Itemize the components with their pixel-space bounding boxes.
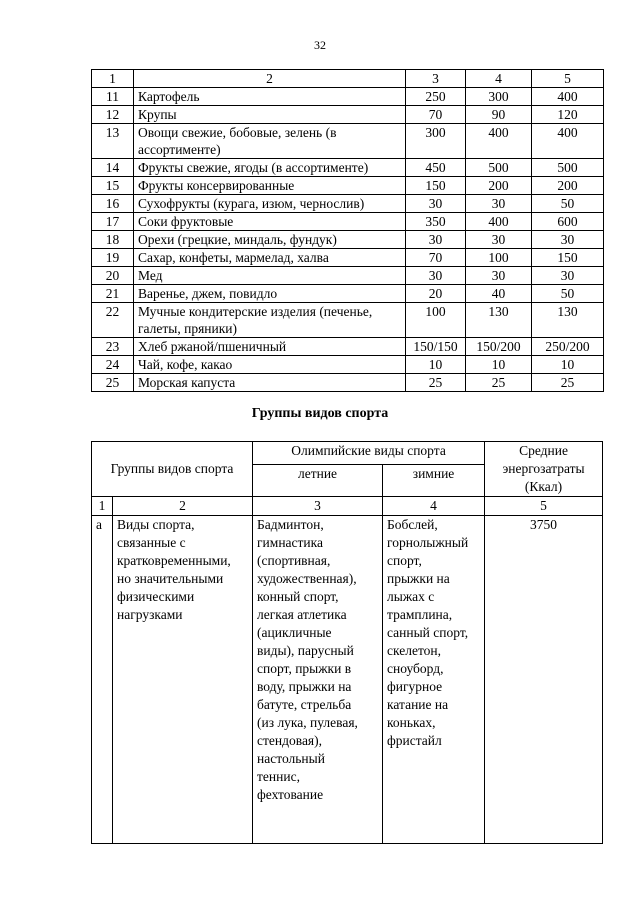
norm-value-3: 250 — [406, 88, 466, 106]
norm-value-4: 400 — [466, 213, 532, 231]
product-name — [134, 213, 406, 231]
product-name-line: Мед — [138, 268, 163, 283]
food-table-row — [92, 195, 604, 213]
sport-row-letter: а — [92, 516, 113, 844]
winter-sport-line: Бобслей, — [387, 517, 438, 532]
winter-sport-line: санный спорт, — [387, 625, 469, 640]
sport-col-number: 2 — [113, 497, 253, 516]
norm-value-5: 200 — [532, 177, 604, 195]
norm-value-5: 400 — [532, 88, 604, 106]
sport-group-line: Виды спорта, — [117, 517, 195, 532]
sport-header-row-1 — [92, 442, 603, 465]
winter-sport-line: катание на — [387, 697, 449, 712]
sport-row-a — [92, 516, 603, 844]
winter-sports-cell — [383, 516, 485, 844]
product-name — [134, 88, 406, 106]
sport-col-number: 4 — [383, 497, 485, 516]
norm-value-3: 300 — [406, 124, 466, 159]
food-table-row — [92, 124, 604, 159]
row-number: 21 — [92, 285, 134, 303]
norm-value-5: 25 — [532, 374, 604, 392]
sport-groups-table — [91, 441, 603, 844]
food-table-row — [92, 285, 604, 303]
sport-col-number: 1 — [92, 497, 113, 516]
product-name-line: Хлеб ржаной/пшеничный — [138, 339, 287, 354]
product-name — [134, 106, 406, 124]
norm-value-3: 70 — [406, 106, 466, 124]
header-col-1: 1 — [92, 70, 134, 88]
food-table-row — [92, 231, 604, 249]
row-number: 12 — [92, 106, 134, 124]
olympic-header: Олимпийские виды спорта — [253, 442, 485, 465]
norm-value-4: 150/200 — [466, 338, 532, 356]
norm-value-5: 250/200 — [532, 338, 604, 356]
norm-value-5: 500 — [532, 159, 604, 177]
summer-sport-line: теннис, — [257, 769, 300, 784]
row-number: 25 — [92, 374, 134, 392]
food-table-row — [92, 88, 604, 106]
sport-group-line: физическими — [117, 589, 195, 604]
sport-group-cell — [113, 516, 253, 844]
winter-sport-line: коньках, — [387, 715, 436, 730]
sport-number-row — [92, 497, 603, 516]
norm-value-3: 350 — [406, 213, 466, 231]
sport-group-line: нагрузками — [117, 607, 183, 622]
winter-sport-line: сноуборд, — [387, 661, 444, 676]
norm-value-3: 450 — [406, 159, 466, 177]
norm-value-5: 120 — [532, 106, 604, 124]
norm-value-4: 500 — [466, 159, 532, 177]
food-norms-table — [91, 69, 604, 392]
product-name-line: Сахар, конфеты, мармелад, халва — [138, 250, 329, 265]
summer-header: летние — [253, 465, 383, 497]
norm-value-4: 300 — [466, 88, 532, 106]
summer-sport-line: настольный — [257, 751, 325, 766]
product-name — [134, 285, 406, 303]
winter-header: зимние — [383, 465, 485, 497]
norm-value-4: 90 — [466, 106, 532, 124]
summer-sport-line: батуте, стрельба — [257, 697, 352, 712]
row-number: 13 — [92, 124, 134, 159]
row-number: 18 — [92, 231, 134, 249]
product-name-line: Сухофрукты (курага, изюм, чернослив) — [138, 196, 365, 211]
row-number: 20 — [92, 267, 134, 285]
norm-value-4: 200 — [466, 177, 532, 195]
food-table-row — [92, 159, 604, 177]
norm-value-5: 130 — [532, 303, 604, 338]
product-name — [134, 195, 406, 213]
norm-value-3: 30 — [406, 267, 466, 285]
product-name-line: Соки фруктовые — [138, 214, 234, 229]
summer-sport-line: фехтование — [257, 787, 324, 802]
summer-sport-line: художественная), — [257, 571, 357, 586]
sport-col-number: 5 — [485, 497, 603, 516]
summer-sport-line: воду, прыжки на — [257, 679, 352, 694]
product-name — [134, 303, 406, 338]
norm-value-5: 50 — [532, 195, 604, 213]
winter-sport-line: спорт, — [387, 553, 422, 568]
food-table-row — [92, 374, 604, 392]
sport-col-number: 3 — [253, 497, 383, 516]
energy-header-line: энергозатраты — [502, 461, 585, 476]
product-name — [134, 356, 406, 374]
product-name-line: Варенье, джем, повидло — [138, 286, 278, 301]
product-name-line: Овощи свежие, бобовые, зелень (в — [138, 125, 337, 140]
product-name-line: Картофель — [138, 89, 200, 104]
product-name-line: Фрукты свежие, ягоды (в ассортименте) — [138, 160, 369, 175]
norm-value-4: 10 — [466, 356, 532, 374]
product-name — [134, 231, 406, 249]
food-table-row — [92, 338, 604, 356]
norm-value-3: 150/150 — [406, 338, 466, 356]
food-table-row — [92, 303, 604, 338]
header-col-5: 5 — [532, 70, 604, 88]
sport-group-line: связанные с — [117, 535, 186, 550]
product-name — [134, 267, 406, 285]
product-name-line: Морская капуста — [138, 375, 236, 390]
norm-value-3: 150 — [406, 177, 466, 195]
food-table-row — [92, 356, 604, 374]
product-name-line: Чай, кофе, какао — [138, 357, 233, 372]
food-table-row — [92, 267, 604, 285]
winter-sport-line: скелетон, — [387, 643, 442, 658]
summer-sport-line: легкая атлетика — [257, 607, 347, 622]
norm-value-4: 30 — [466, 267, 532, 285]
norm-value-5: 30 — [532, 267, 604, 285]
norm-value-4: 100 — [466, 249, 532, 267]
energy-header-line: Средние — [519, 443, 568, 458]
norm-value-3: 30 — [406, 231, 466, 249]
product-name-line: ассортименте) — [138, 142, 221, 157]
summer-sport-line: стендовая), — [257, 733, 323, 748]
row-number: 23 — [92, 338, 134, 356]
product-name — [134, 338, 406, 356]
summer-sport-line: конный спорт, — [257, 589, 339, 604]
norm-value-4: 40 — [466, 285, 532, 303]
food-table-row — [92, 177, 604, 195]
summer-sport-line: (спортивная, — [257, 553, 331, 568]
norm-value-5: 50 — [532, 285, 604, 303]
summer-sport-line: (из лука, пулевая, — [257, 715, 358, 730]
row-number: 15 — [92, 177, 134, 195]
norm-value-5: 600 — [532, 213, 604, 231]
winter-sport-line: горнолыжный — [387, 535, 469, 550]
page-number: 32 — [314, 38, 326, 52]
norm-value-3: 10 — [406, 356, 466, 374]
product-name — [134, 124, 406, 159]
food-table-row — [92, 213, 604, 231]
winter-sport-line: прыжки на — [387, 571, 450, 586]
row-number: 22 — [92, 303, 134, 338]
summer-sports-cell — [253, 516, 383, 844]
norm-value-4: 400 — [466, 124, 532, 159]
norm-value-4: 30 — [466, 231, 532, 249]
winter-sport-line: фигурное — [387, 679, 443, 694]
winter-sport-line: фристайл — [387, 733, 442, 748]
summer-sport-line: виды), парусный — [257, 643, 354, 658]
product-name — [134, 374, 406, 392]
norm-value-4: 25 — [466, 374, 532, 392]
norm-value-5: 400 — [532, 124, 604, 159]
norm-value-5: 150 — [532, 249, 604, 267]
row-number: 16 — [92, 195, 134, 213]
row-number: 24 — [92, 356, 134, 374]
header-col-2: 2 — [134, 70, 406, 88]
food-table-header-row — [92, 70, 604, 88]
norm-value-5: 30 — [532, 231, 604, 249]
winter-sport-line: трамплина, — [387, 607, 453, 622]
section-title: Группы видов спорта — [251, 406, 389, 421]
product-name-line: Крупы — [138, 107, 177, 122]
row-number: 11 — [92, 88, 134, 106]
norm-value-3: 70 — [406, 249, 466, 267]
summer-sport-line: гимнастика — [257, 535, 323, 550]
product-name — [134, 177, 406, 195]
product-name-line: Орехи (грецкие, миндаль, фундук) — [138, 232, 337, 247]
summer-sport-line: Бадминтон, — [257, 517, 324, 532]
energy-header — [485, 442, 603, 497]
summer-sport-line: (ацикличные — [257, 625, 332, 640]
norm-value-3: 100 — [406, 303, 466, 338]
header-col-3: 3 — [406, 70, 466, 88]
row-number: 19 — [92, 249, 134, 267]
energy-value-cell: 3750 — [485, 516, 603, 844]
summer-sport-line: спорт, прыжки в — [257, 661, 352, 676]
norm-value-3: 30 — [406, 195, 466, 213]
groups-header: Группы видов спорта — [92, 442, 253, 497]
energy-header-line: (Ккал) — [524, 479, 563, 494]
product-name — [134, 159, 406, 177]
food-table-row — [92, 106, 604, 124]
norm-value-4: 30 — [466, 195, 532, 213]
norm-value-3: 20 — [406, 285, 466, 303]
row-number: 17 — [92, 213, 134, 231]
product-name-line: Мучные кондитерские изделия (печенье, — [138, 304, 373, 319]
product-name-line: Фрукты консервированные — [138, 178, 295, 193]
food-table-body — [92, 70, 604, 392]
sport-group-line: но значительными — [117, 571, 224, 586]
food-table-row — [92, 249, 604, 267]
norm-value-3: 25 — [406, 374, 466, 392]
product-name-line: галеты, пряники) — [138, 321, 238, 336]
product-name — [134, 249, 406, 267]
norm-value-5: 10 — [532, 356, 604, 374]
header-col-4: 4 — [466, 70, 532, 88]
winter-sport-line: лыжах с — [387, 589, 435, 604]
sport-group-line: кратковременными, — [117, 553, 231, 568]
row-number: 14 — [92, 159, 134, 177]
norm-value-4: 130 — [466, 303, 532, 338]
